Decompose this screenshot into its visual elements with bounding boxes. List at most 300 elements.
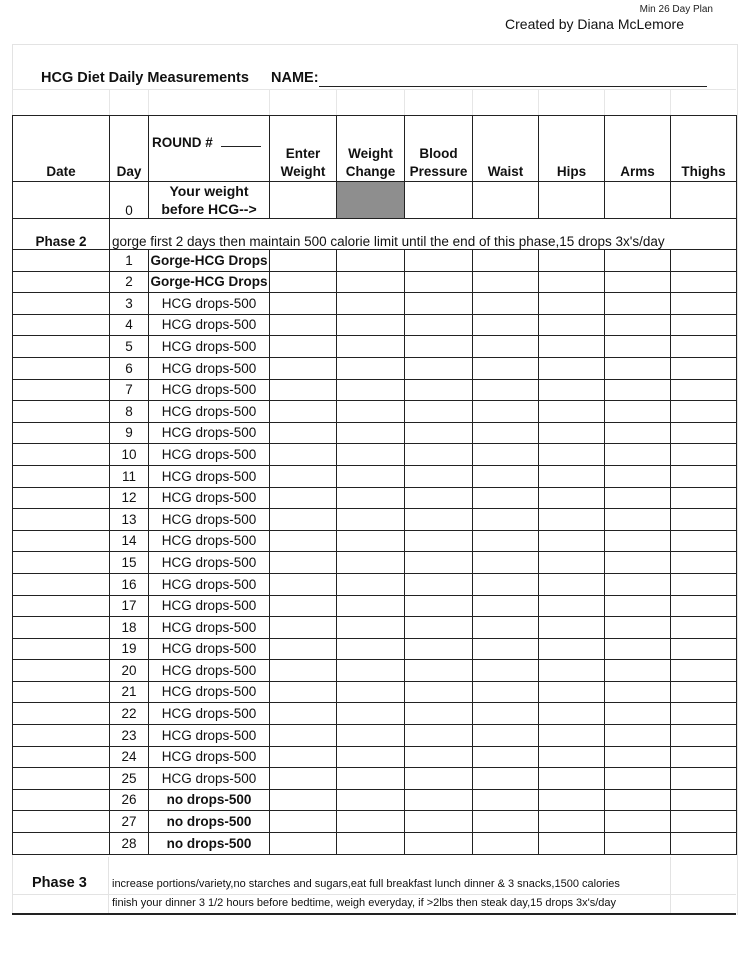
thighs-cell[interactable] — [671, 595, 737, 617]
weight-change-cell[interactable] — [337, 638, 405, 660]
day-cell: 23 — [110, 725, 149, 747]
enter-weight-cell[interactable] — [270, 250, 337, 272]
blood-pressure-cell[interactable] — [405, 422, 473, 444]
table-row — [13, 768, 737, 790]
table-row — [13, 595, 737, 617]
date-cell[interactable] — [13, 638, 110, 660]
enter-weight-cell[interactable] — [270, 271, 337, 293]
activity-cell: HCG drops-500 — [149, 768, 270, 790]
hips-cell[interactable] — [539, 595, 605, 617]
waist-cell[interactable] — [473, 379, 539, 401]
activity-cell: no drops-500 — [149, 833, 270, 855]
arms-cell[interactable] — [605, 509, 671, 531]
activity-cell: HCG drops-500 — [149, 293, 270, 315]
blood-pressure-cell[interactable] — [405, 336, 473, 358]
creator-credit: Created by Diana McLemore — [505, 16, 684, 32]
enter-weight-cell[interactable] — [270, 703, 337, 725]
date-cell[interactable] — [13, 833, 110, 855]
arms-cell[interactable] — [605, 250, 671, 272]
blood-pressure-cell[interactable] — [405, 725, 473, 747]
waist-cell[interactable] — [473, 357, 539, 379]
thighs-cell[interactable] — [671, 444, 737, 466]
thighs-cell[interactable] — [671, 182, 737, 219]
enter-weight-cell[interactable] — [270, 530, 337, 552]
hips-cell[interactable] — [539, 250, 605, 272]
day0-label — [149, 182, 270, 219]
thighs-cell[interactable] — [671, 357, 737, 379]
date-cell[interactable] — [13, 746, 110, 768]
waist-cell[interactable] — [473, 314, 539, 336]
enter-weight-cell[interactable] — [270, 595, 337, 617]
blood-pressure-cell[interactable] — [405, 833, 473, 855]
gridline — [404, 89, 405, 115]
table-row — [13, 271, 737, 293]
day-cell: 0 — [110, 182, 149, 219]
waist-cell[interactable] — [473, 660, 539, 682]
date-cell[interactable] — [13, 444, 110, 466]
date-cell[interactable] — [13, 595, 110, 617]
thighs-cell[interactable] — [671, 336, 737, 358]
activity-cell: HCG drops-500 — [149, 595, 270, 617]
blood-pressure-cell[interactable] — [405, 746, 473, 768]
thighs-cell[interactable] — [671, 293, 737, 315]
phase2-row — [13, 219, 737, 250]
thighs-cell[interactable] — [671, 509, 737, 531]
sheet-title: HCG Diet Daily Measurements — [41, 70, 249, 86]
blood-pressure-cell[interactable] — [405, 401, 473, 423]
blood-pressure-cell[interactable] — [405, 789, 473, 811]
day-cell: 20 — [110, 660, 149, 682]
weight-change-cell[interactable] — [337, 703, 405, 725]
waist-cell[interactable] — [473, 768, 539, 790]
arms-cell[interactable] — [605, 444, 671, 466]
thighs-cell[interactable] — [671, 746, 737, 768]
thighs-cell[interactable] — [671, 573, 737, 595]
hips-cell[interactable] — [539, 573, 605, 595]
thighs-cell[interactable] — [671, 487, 737, 509]
date-cell[interactable] — [13, 660, 110, 682]
blood-pressure-cell[interactable] — [405, 768, 473, 790]
hips-cell[interactable] — [539, 681, 605, 703]
weight-change-cell[interactable] — [337, 336, 405, 358]
waist-cell[interactable] — [473, 638, 539, 660]
enter-weight-cell[interactable] — [270, 314, 337, 336]
hips-cell[interactable] — [539, 725, 605, 747]
blood-pressure-cell[interactable] — [405, 250, 473, 272]
hips-cell[interactable] — [539, 271, 605, 293]
waist-cell[interactable] — [473, 271, 539, 293]
enter-weight-cell[interactable] — [270, 725, 337, 747]
gridline — [108, 857, 109, 913]
date-cell[interactable] — [13, 487, 110, 509]
arms-cell[interactable] — [605, 768, 671, 790]
waist-cell[interactable] — [473, 573, 539, 595]
phase2-note: gorge first 2 days then maintain 500 calorie limit until the end of this phase,15 drops 3x's/day — [110, 219, 737, 250]
thighs-cell[interactable] — [671, 681, 737, 703]
thighs-cell[interactable] — [671, 552, 737, 574]
arms-cell[interactable] — [605, 746, 671, 768]
enter-weight-cell[interactable] — [270, 444, 337, 466]
day-cell: 11 — [110, 465, 149, 487]
activity-cell: HCG drops-500 — [149, 681, 270, 703]
blood-pressure-cell[interactable] — [405, 314, 473, 336]
enter-weight-cell[interactable] — [270, 293, 337, 315]
hips-cell[interactable] — [539, 617, 605, 639]
table-row — [13, 314, 737, 336]
day0-label-line1: Your weight — [169, 183, 249, 199]
enter-weight-cell[interactable] — [270, 573, 337, 595]
hips-cell[interactable] — [539, 789, 605, 811]
gridline — [670, 857, 671, 913]
table-row — [13, 487, 737, 509]
arms-cell[interactable] — [605, 314, 671, 336]
thighs-cell[interactable] — [671, 530, 737, 552]
arms-cell[interactable] — [605, 293, 671, 315]
waist-cell[interactable] — [473, 703, 539, 725]
hips-cell[interactable] — [539, 703, 605, 725]
blood-pressure-cell[interactable] — [405, 638, 473, 660]
thighs-cell[interactable] — [671, 617, 737, 639]
thighs-cell[interactable] — [671, 833, 737, 855]
blood-pressure-cell[interactable] — [405, 271, 473, 293]
arms-cell[interactable] — [605, 422, 671, 444]
hips-cell[interactable] — [539, 293, 605, 315]
hips-cell[interactable] — [539, 465, 605, 487]
blood-pressure-cell[interactable] — [405, 573, 473, 595]
blood-pressure-cell[interactable] — [405, 444, 473, 466]
table-row — [13, 573, 737, 595]
waist-cell[interactable] — [473, 336, 539, 358]
enter-weight-cell[interactable] — [270, 660, 337, 682]
weight-change-cell[interactable] — [337, 660, 405, 682]
hips-cell[interactable] — [539, 444, 605, 466]
date-cell[interactable] — [13, 401, 110, 423]
weight-change-cell[interactable] — [337, 789, 405, 811]
table-row — [13, 725, 737, 747]
enter-weight-cell[interactable] — [270, 509, 337, 531]
enter-weight-cell[interactable] — [270, 811, 337, 833]
col-blood-pressure-line2: Pressure — [409, 164, 468, 179]
arms-cell[interactable] — [605, 617, 671, 639]
waist-cell[interactable] — [473, 182, 539, 219]
blood-pressure-cell[interactable] — [405, 595, 473, 617]
arms-cell[interactable] — [605, 725, 671, 747]
activity-cell: HCG drops-500 — [149, 444, 270, 466]
waist-cell[interactable] — [473, 250, 539, 272]
thighs-cell[interactable] — [671, 401, 737, 423]
enter-weight-cell[interactable] — [270, 746, 337, 768]
enter-weight-cell[interactable] — [270, 465, 337, 487]
arms-cell[interactable] — [605, 379, 671, 401]
waist-cell[interactable] — [473, 746, 539, 768]
arms-cell[interactable] — [605, 271, 671, 293]
blood-pressure-cell[interactable] — [405, 465, 473, 487]
weight-change-cell[interactable] — [337, 401, 405, 423]
activity-cell: HCG drops-500 — [149, 336, 270, 358]
arms-cell[interactable] — [605, 465, 671, 487]
arms-cell[interactable] — [605, 401, 671, 423]
arms-cell[interactable] — [605, 487, 671, 509]
waist-cell[interactable] — [473, 789, 539, 811]
weight-change-cell[interactable] — [337, 552, 405, 574]
hips-cell[interactable] — [539, 401, 605, 423]
weight-change-cell-shaded — [337, 182, 405, 219]
date-cell[interactable] — [13, 768, 110, 790]
enter-weight-cell[interactable] — [270, 617, 337, 639]
thighs-cell[interactable] — [671, 271, 737, 293]
waist-cell[interactable] — [473, 681, 539, 703]
blood-pressure-cell[interactable] — [405, 530, 473, 552]
phase3-section — [12, 857, 736, 915]
hips-cell[interactable] — [539, 811, 605, 833]
hips-cell[interactable] — [539, 487, 605, 509]
activity-cell: HCG drops-500 — [149, 530, 270, 552]
day-cell: 25 — [110, 768, 149, 790]
date-cell[interactable] — [13, 182, 110, 219]
arms-cell[interactable] — [605, 833, 671, 855]
weight-change-cell[interactable] — [337, 444, 405, 466]
hips-cell[interactable] — [539, 509, 605, 531]
date-cell[interactable] — [13, 789, 110, 811]
blood-pressure-cell[interactable] — [405, 681, 473, 703]
table-row — [13, 617, 737, 639]
arms-cell[interactable] — [605, 336, 671, 358]
weight-change-cell[interactable] — [337, 595, 405, 617]
enter-weight-cell[interactable] — [270, 182, 337, 219]
activity-cell: HCG drops-500 — [149, 660, 270, 682]
weight-change-cell[interactable] — [337, 509, 405, 531]
table-row — [13, 401, 737, 423]
weight-change-cell[interactable] — [337, 681, 405, 703]
col-weight-change-line1: Weight — [348, 146, 393, 161]
col-enter-weight-line1: Enter — [285, 146, 321, 161]
blood-pressure-cell[interactable] — [405, 379, 473, 401]
date-cell[interactable] — [13, 530, 110, 552]
blood-pressure-cell[interactable] — [405, 357, 473, 379]
date-cell[interactable] — [13, 509, 110, 531]
hips-cell[interactable] — [539, 422, 605, 444]
date-cell[interactable] — [13, 465, 110, 487]
weight-change-cell[interactable] — [337, 422, 405, 444]
blood-pressure-cell[interactable] — [405, 703, 473, 725]
hips-cell[interactable] — [539, 660, 605, 682]
enter-weight-cell[interactable] — [270, 401, 337, 423]
arms-cell[interactable] — [605, 789, 671, 811]
date-cell[interactable] — [13, 314, 110, 336]
table-row — [13, 465, 737, 487]
enter-weight-cell[interactable] — [270, 379, 337, 401]
blood-pressure-cell[interactable] — [405, 487, 473, 509]
date-cell[interactable] — [13, 573, 110, 595]
weight-change-cell[interactable] — [337, 617, 405, 639]
header-row — [13, 116, 737, 182]
weight-change-cell[interactable] — [337, 725, 405, 747]
enter-weight-cell[interactable] — [270, 833, 337, 855]
enter-weight-cell[interactable] — [270, 552, 337, 574]
col-blood-pressure-line1: Blood — [419, 146, 458, 161]
thighs-cell[interactable] — [671, 811, 737, 833]
hips-cell[interactable] — [539, 379, 605, 401]
arms-cell[interactable] — [605, 811, 671, 833]
waist-cell[interactable] — [473, 465, 539, 487]
blood-pressure-cell[interactable] — [405, 293, 473, 315]
date-cell[interactable] — [13, 703, 110, 725]
date-cell[interactable] — [13, 293, 110, 315]
col-hips: Hips — [539, 116, 605, 182]
enter-weight-cell[interactable] — [270, 357, 337, 379]
hips-cell[interactable] — [539, 638, 605, 660]
table-row — [13, 811, 737, 833]
round-label: ROUND # — [152, 134, 213, 150]
thighs-cell[interactable] — [671, 250, 737, 272]
table-row — [13, 444, 737, 466]
col-waist: Waist — [473, 116, 539, 182]
weight-change-cell[interactable] — [337, 271, 405, 293]
weight-change-cell[interactable] — [337, 465, 405, 487]
weight-change-cell[interactable] — [337, 314, 405, 336]
weight-change-cell[interactable] — [337, 379, 405, 401]
waist-cell[interactable] — [473, 509, 539, 531]
thighs-cell[interactable] — [671, 422, 737, 444]
gridline — [336, 89, 337, 115]
arms-cell[interactable] — [605, 573, 671, 595]
hips-cell[interactable] — [539, 833, 605, 855]
arms-cell[interactable] — [605, 638, 671, 660]
activity-cell: HCG drops-500 — [149, 487, 270, 509]
table-row — [13, 681, 737, 703]
blood-pressure-cell[interactable] — [405, 182, 473, 219]
enter-weight-cell[interactable] — [270, 681, 337, 703]
arms-cell[interactable] — [605, 595, 671, 617]
waist-cell[interactable] — [473, 401, 539, 423]
table-row — [13, 357, 737, 379]
day-cell: 17 — [110, 595, 149, 617]
date-cell[interactable] — [13, 617, 110, 639]
thighs-cell[interactable] — [671, 314, 737, 336]
weight-change-cell[interactable] — [337, 768, 405, 790]
date-cell[interactable] — [13, 250, 110, 272]
waist-cell[interactable] — [473, 617, 539, 639]
enter-weight-cell[interactable] — [270, 768, 337, 790]
table-row — [13, 293, 737, 315]
enter-weight-cell[interactable] — [270, 487, 337, 509]
day-cell: 4 — [110, 314, 149, 336]
arms-cell[interactable] — [605, 660, 671, 682]
thighs-cell[interactable] — [671, 638, 737, 660]
round-number-input[interactable] — [221, 138, 261, 147]
hips-cell[interactable] — [539, 336, 605, 358]
arms-cell[interactable] — [605, 182, 671, 219]
date-cell[interactable] — [13, 422, 110, 444]
arms-cell[interactable] — [605, 357, 671, 379]
waist-cell[interactable] — [473, 487, 539, 509]
hips-cell[interactable] — [539, 357, 605, 379]
date-cell[interactable] — [13, 379, 110, 401]
hips-cell[interactable] — [539, 768, 605, 790]
col-day: Day — [110, 116, 149, 182]
arms-cell[interactable] — [605, 530, 671, 552]
weight-change-cell[interactable] — [337, 811, 405, 833]
blood-pressure-cell[interactable] — [405, 552, 473, 574]
weight-change-cell[interactable] — [337, 530, 405, 552]
day-cell: 24 — [110, 746, 149, 768]
date-cell[interactable] — [13, 725, 110, 747]
weight-change-cell[interactable] — [337, 487, 405, 509]
waist-cell[interactable] — [473, 811, 539, 833]
waist-cell[interactable] — [473, 552, 539, 574]
waist-cell[interactable] — [473, 725, 539, 747]
weight-change-cell[interactable] — [337, 357, 405, 379]
thighs-cell[interactable] — [671, 703, 737, 725]
waist-cell[interactable] — [473, 833, 539, 855]
arms-cell[interactable] — [605, 681, 671, 703]
gridline — [12, 89, 736, 90]
day-cell: 6 — [110, 357, 149, 379]
date-cell[interactable] — [13, 681, 110, 703]
enter-weight-cell[interactable] — [270, 638, 337, 660]
thighs-cell[interactable] — [671, 768, 737, 790]
arms-cell[interactable] — [605, 703, 671, 725]
date-cell[interactable] — [13, 357, 110, 379]
table-row — [13, 552, 737, 574]
weight-change-cell[interactable] — [337, 293, 405, 315]
col-enter-weight-line2: Weight — [280, 164, 326, 179]
enter-weight-cell[interactable] — [270, 422, 337, 444]
waist-cell[interactable] — [473, 595, 539, 617]
name-input-line[interactable] — [319, 86, 707, 87]
gridline — [148, 89, 149, 115]
enter-weight-cell[interactable] — [270, 336, 337, 358]
weight-change-cell[interactable] — [337, 746, 405, 768]
thighs-cell[interactable] — [671, 465, 737, 487]
thighs-cell[interactable] — [671, 379, 737, 401]
activity-cell: HCG drops-500 — [149, 746, 270, 768]
blood-pressure-cell[interactable] — [405, 509, 473, 531]
arms-cell[interactable] — [605, 552, 671, 574]
table-row — [13, 833, 737, 855]
thighs-cell[interactable] — [671, 725, 737, 747]
weight-change-cell[interactable] — [337, 833, 405, 855]
waist-cell[interactable] — [473, 293, 539, 315]
date-cell[interactable] — [13, 271, 110, 293]
activity-cell: HCG drops-500 — [149, 725, 270, 747]
date-cell[interactable] — [13, 811, 110, 833]
hips-cell[interactable] — [539, 552, 605, 574]
thighs-cell[interactable] — [671, 660, 737, 682]
waist-cell[interactable] — [473, 422, 539, 444]
day-cell: 7 — [110, 379, 149, 401]
blood-pressure-cell[interactable] — [405, 811, 473, 833]
activity-cell: no drops-500 — [149, 811, 270, 833]
hips-cell[interactable] — [539, 530, 605, 552]
enter-weight-cell[interactable] — [270, 789, 337, 811]
blood-pressure-cell[interactable] — [405, 660, 473, 682]
weight-change-cell[interactable] — [337, 573, 405, 595]
thighs-cell[interactable] — [671, 789, 737, 811]
col-round — [149, 116, 270, 182]
date-cell[interactable] — [13, 336, 110, 358]
hips-cell[interactable] — [539, 182, 605, 219]
waist-cell[interactable] — [473, 444, 539, 466]
date-cell[interactable] — [13, 552, 110, 574]
waist-cell[interactable] — [473, 530, 539, 552]
hips-cell[interactable] — [539, 746, 605, 768]
activity-cell: HCG drops-500 — [149, 617, 270, 639]
weight-change-cell[interactable] — [337, 250, 405, 272]
table-row — [13, 638, 737, 660]
blood-pressure-cell[interactable] — [405, 617, 473, 639]
hips-cell[interactable] — [539, 314, 605, 336]
